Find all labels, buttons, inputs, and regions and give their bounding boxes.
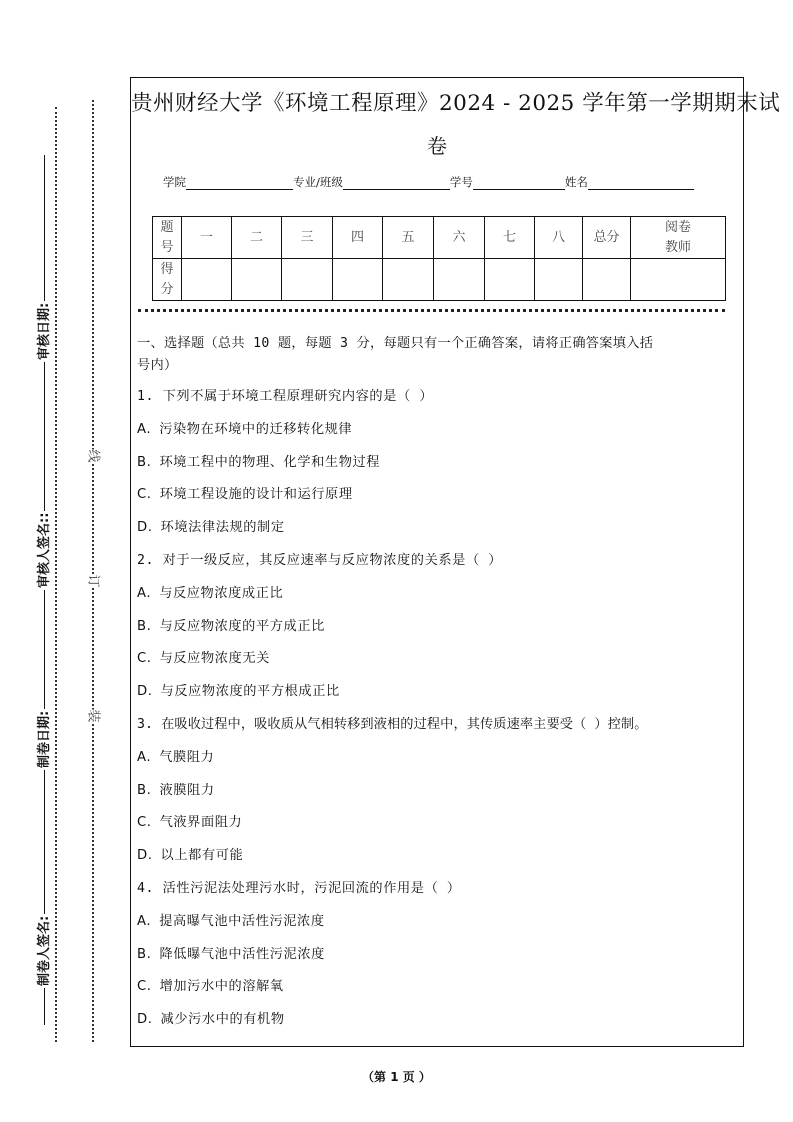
option-letter: D.: [137, 520, 153, 536]
option-letter: D.: [137, 1012, 153, 1028]
option-text: 环境工程设施的设计和运行原理: [159, 487, 353, 503]
header-char: 题: [160, 219, 174, 235]
option-3d: [137, 845, 737, 878]
exam-frame: [130, 77, 781, 1047]
section-heading-line2: 号内）: [137, 358, 178, 373]
college-field[interactable]: [186, 177, 293, 190]
option-4c: [137, 976, 737, 1009]
reviewer-signature-label: 审核人签名::: [37, 512, 52, 588]
score-cell[interactable]: [485, 259, 535, 301]
option-text: 增加污水中的溶解氧: [159, 979, 284, 995]
option-letter: B.: [137, 946, 152, 962]
option-letter: B.: [137, 454, 152, 470]
option-text: 提高曝气池中活性污泥浓度: [159, 913, 325, 929]
option-1b: [137, 452, 737, 485]
option-4b: [137, 944, 737, 977]
bind-char-zhuang: 装: [85, 709, 101, 723]
score-cell-total[interactable]: [583, 259, 631, 301]
score-cell[interactable]: [434, 259, 485, 301]
score-header: [153, 259, 182, 301]
question-stem-2: 2. 对于一级反应，其反应速率与反应物浓度的关系是（ ）: [137, 552, 503, 568]
option-text: 与反应物浓度成正比: [159, 585, 284, 601]
option-text: 环境法律法规的制定: [160, 520, 285, 536]
score-cell[interactable]: [535, 259, 583, 301]
option-letter: C.: [137, 979, 152, 995]
grader-label-line2: 教师: [664, 239, 691, 255]
option-1a: [137, 419, 737, 452]
option-text: 与反应物浓度的平方成正比: [159, 618, 325, 634]
option-1c: [137, 484, 737, 517]
preparer-signature-label: 制卷人签名:: [37, 915, 52, 986]
option-3b: [137, 780, 737, 813]
option-letter: A.: [137, 749, 152, 765]
option-letter: B.: [137, 618, 152, 634]
dotted-cut-line-outer: [55, 107, 57, 1042]
option-letter: C.: [137, 651, 152, 667]
student-id-label: 学号: [449, 175, 473, 189]
score-row: [153, 259, 726, 301]
section-multiple-choice: [137, 333, 737, 1042]
question-number-header: [153, 217, 182, 259]
score-table: [152, 216, 726, 301]
score-cell-grader[interactable]: [631, 259, 726, 301]
option-3c: [137, 812, 737, 845]
question-stem-4: 4. 活性污泥法处理污水时，污泥回流的作用是（ ）: [137, 880, 461, 896]
option-text: 与反应物浓度无关: [159, 651, 270, 667]
option-text: 气膜阻力: [159, 749, 215, 765]
col-header-total: 总分: [583, 217, 631, 259]
name-field[interactable]: [588, 177, 694, 190]
signature-line: [44, 155, 45, 1025]
header-char: 分: [160, 281, 174, 297]
option-text: 与反应物浓度的平方根成正比: [160, 684, 340, 700]
section-heading: [137, 333, 737, 377]
student-info-row: [163, 174, 694, 190]
option-3a: [137, 747, 737, 780]
option-text: 以上都有可能: [160, 848, 244, 864]
question-number-row: [153, 217, 726, 259]
option-text: 环境工程中的物理、化学和生物过程: [159, 454, 381, 470]
col-header-grader: [631, 217, 726, 259]
option-letter: C.: [137, 487, 152, 503]
option-letter: A.: [137, 913, 152, 929]
score-cell[interactable]: [232, 259, 282, 301]
option-letter: D.: [137, 848, 153, 864]
dotted-cut-line-inner: [92, 100, 94, 1042]
major-class-field[interactable]: [343, 177, 450, 190]
option-2c: [137, 648, 737, 681]
option-text: 气液界面阻力: [159, 815, 243, 831]
question-stem-1: 1. 下列不属于环境工程原理研究内容的是（ ）: [137, 389, 434, 404]
page-number: （第 1 页 ）: [362, 1070, 431, 1084]
option-text: 液膜阻力: [159, 782, 215, 798]
col-header: 五: [383, 217, 434, 259]
score-cell[interactable]: [333, 259, 383, 301]
col-header: 三: [282, 217, 333, 259]
prep-date-label: 制卷日期:: [37, 710, 52, 768]
option-1d: [137, 517, 737, 550]
dotted-separator: [138, 309, 725, 312]
option-letter: D.: [137, 684, 153, 700]
option-letter: A.: [137, 585, 152, 601]
name-label: 姓名: [564, 175, 588, 189]
exam-title: 贵州财经大学《环境工程原理》2024 - 2025 学年第一学期期末试: [131, 91, 781, 116]
option-text: 减少污水中的有机物: [160, 1012, 285, 1028]
header-char: 号: [160, 239, 174, 255]
student-id-field[interactable]: [473, 177, 565, 190]
major-class-label: 专业/班级: [293, 175, 343, 189]
header-char: 得: [160, 261, 174, 277]
col-header: 二: [232, 217, 282, 259]
col-header: 六: [434, 217, 485, 259]
option-letter: A.: [137, 421, 152, 437]
col-header: 一: [182, 217, 232, 259]
score-cell[interactable]: [182, 259, 232, 301]
option-2d: [137, 681, 737, 714]
option-text: 降低曝气池中活性污泥浓度: [159, 946, 325, 962]
exam-title-continued: 卷: [427, 134, 447, 158]
option-letter: C.: [137, 815, 152, 831]
review-date-label: 审核日期:: [37, 302, 52, 360]
col-header: 八: [535, 217, 583, 259]
college-label: 学院: [163, 175, 186, 189]
option-4d: [137, 1009, 737, 1042]
col-header: 四: [333, 217, 383, 259]
section-heading-line1: 一、选择题（总共 10 题，每题 3 分，每题只有一个正确答案，请将正确答案填入括: [137, 336, 654, 351]
bind-char-xian: 线: [85, 449, 101, 463]
bind-char-ding: 订: [85, 574, 101, 588]
score-cell[interactable]: [282, 259, 333, 301]
option-2a: [137, 583, 737, 616]
question-stem-3: 3. 在吸收过程中，吸收质从气相转移到液相的过程中，其传质速率主要受（ ）控制。: [137, 716, 648, 732]
score-cell[interactable]: [383, 259, 434, 301]
grader-label-line1: 阅卷: [664, 219, 691, 235]
option-text: 污染物在环境中的迁移转化规律: [159, 421, 353, 437]
col-header: 七: [485, 217, 535, 259]
option-2b: [137, 616, 737, 649]
option-4a: [137, 911, 737, 944]
option-letter: B.: [137, 782, 152, 798]
